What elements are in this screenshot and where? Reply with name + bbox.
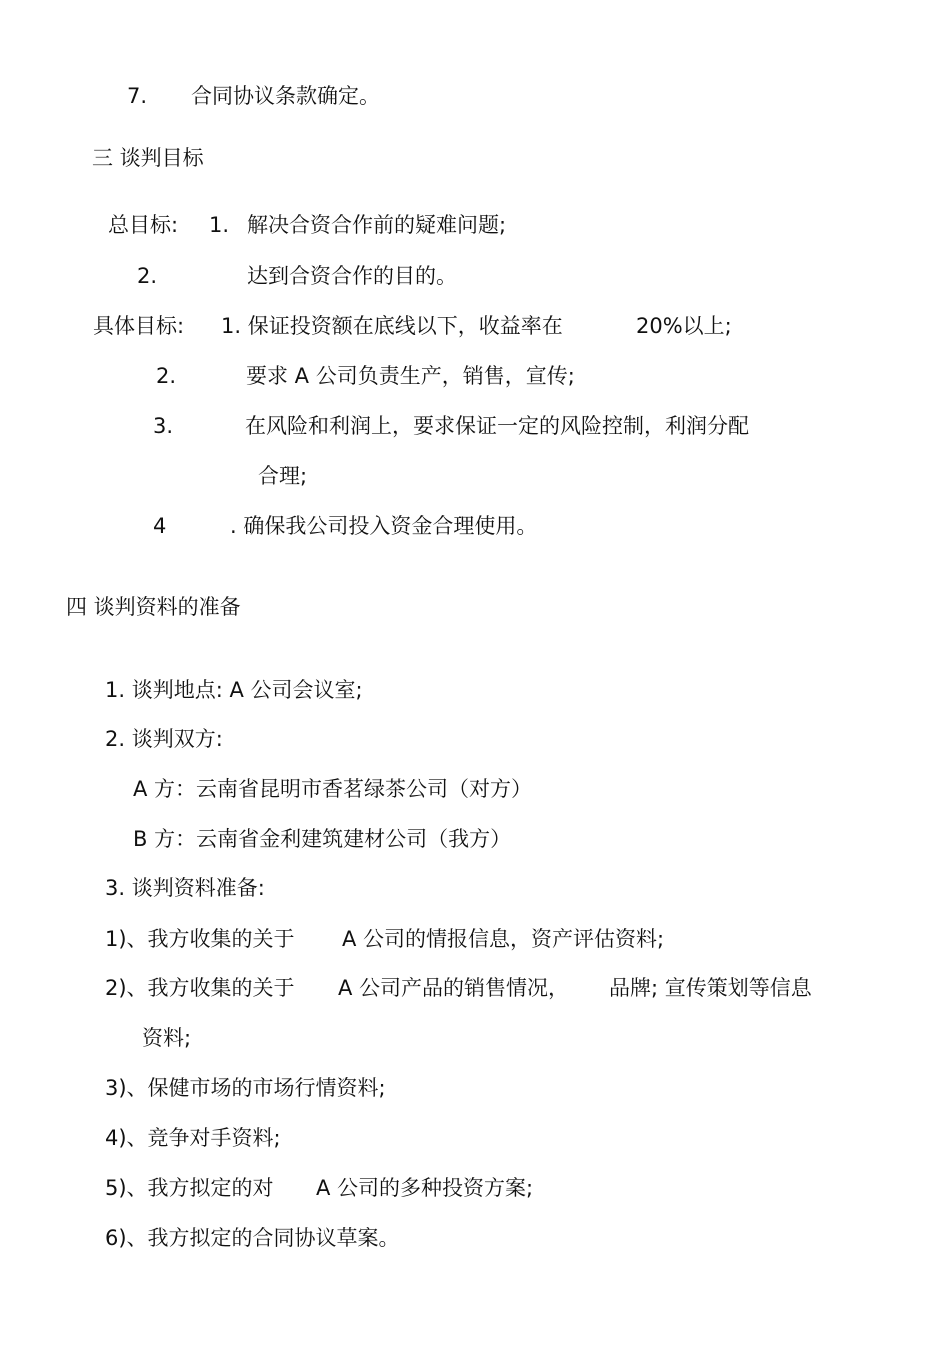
- specific-goal-text: . 确保我公司投入资金合理使用。: [230, 514, 538, 538]
- material-subitem-text: A 公司的多种投资方案;: [316, 1176, 534, 1200]
- overall-goal-text: 达到合资合作的目的。: [247, 264, 457, 288]
- material-list-item: 2. 谈判双方:: [105, 727, 223, 751]
- specific-goal-label: 具体目标:: [93, 314, 185, 338]
- specific-goal-text: 要求 A 公司负责生产，销售，宣传;: [246, 364, 575, 388]
- overall-goal-label: 总目标:: [108, 213, 179, 237]
- specific-goal-number: 4: [153, 514, 167, 538]
- material-subitem-continued: 资料;: [142, 1026, 192, 1050]
- party-a-line: A 方：云南省昆明市香茗绿茶公司（对方）: [133, 777, 533, 801]
- material-subitem: 6)、我方拟定的合同协议草案。: [105, 1226, 400, 1250]
- specific-goal-text: 在风险和利润上，要求保证一定的风险控制，利润分配: [245, 414, 749, 438]
- section-heading-goals: 三 谈判目标: [92, 146, 204, 170]
- material-list-item: 3. 谈判资料准备:: [105, 876, 265, 900]
- material-subitem-text: A 公司的情报信息，资产评估资料;: [342, 927, 665, 951]
- overall-goal-number: 2.: [137, 264, 158, 288]
- specific-goal-text-continued: 合理;: [258, 464, 308, 488]
- specific-goal-number: 2.: [156, 364, 177, 388]
- material-subitem: 4)、竞争对手资料;: [105, 1126, 281, 1150]
- material-subitem: 3)、保健市场的市场行情资料;: [105, 1076, 386, 1100]
- material-subitem: 2)、我方收集的关于: [105, 976, 295, 1000]
- material-subitem-text: 品牌; 宣传策划等信息: [609, 976, 812, 1000]
- overall-goal-text: 解决合资合作前的疑难问题;: [247, 213, 507, 237]
- specific-goal-value: 20%以上;: [636, 314, 732, 338]
- material-subitem: 1)、我方收集的关于: [105, 927, 295, 951]
- section-heading-materials: 四 谈判资料的准备: [66, 595, 241, 619]
- party-b-line: B 方：云南省金利建筑建材公司（我方）: [133, 827, 512, 851]
- material-subitem-text: A 公司产品的销售情况，: [338, 976, 570, 1000]
- material-subitem: 5)、我方拟定的对: [105, 1176, 274, 1200]
- section-item-text: 合同协议条款确定。: [191, 84, 380, 108]
- material-list-item: 1. 谈判地点: A 公司会议室;: [105, 678, 363, 702]
- section-item-number: 7.: [127, 84, 148, 108]
- overall-goal-number: 1.: [209, 213, 230, 237]
- specific-goal-text: 1. 保证投资额在底线以下，收益率在: [221, 314, 563, 338]
- specific-goal-number: 3.: [153, 414, 174, 438]
